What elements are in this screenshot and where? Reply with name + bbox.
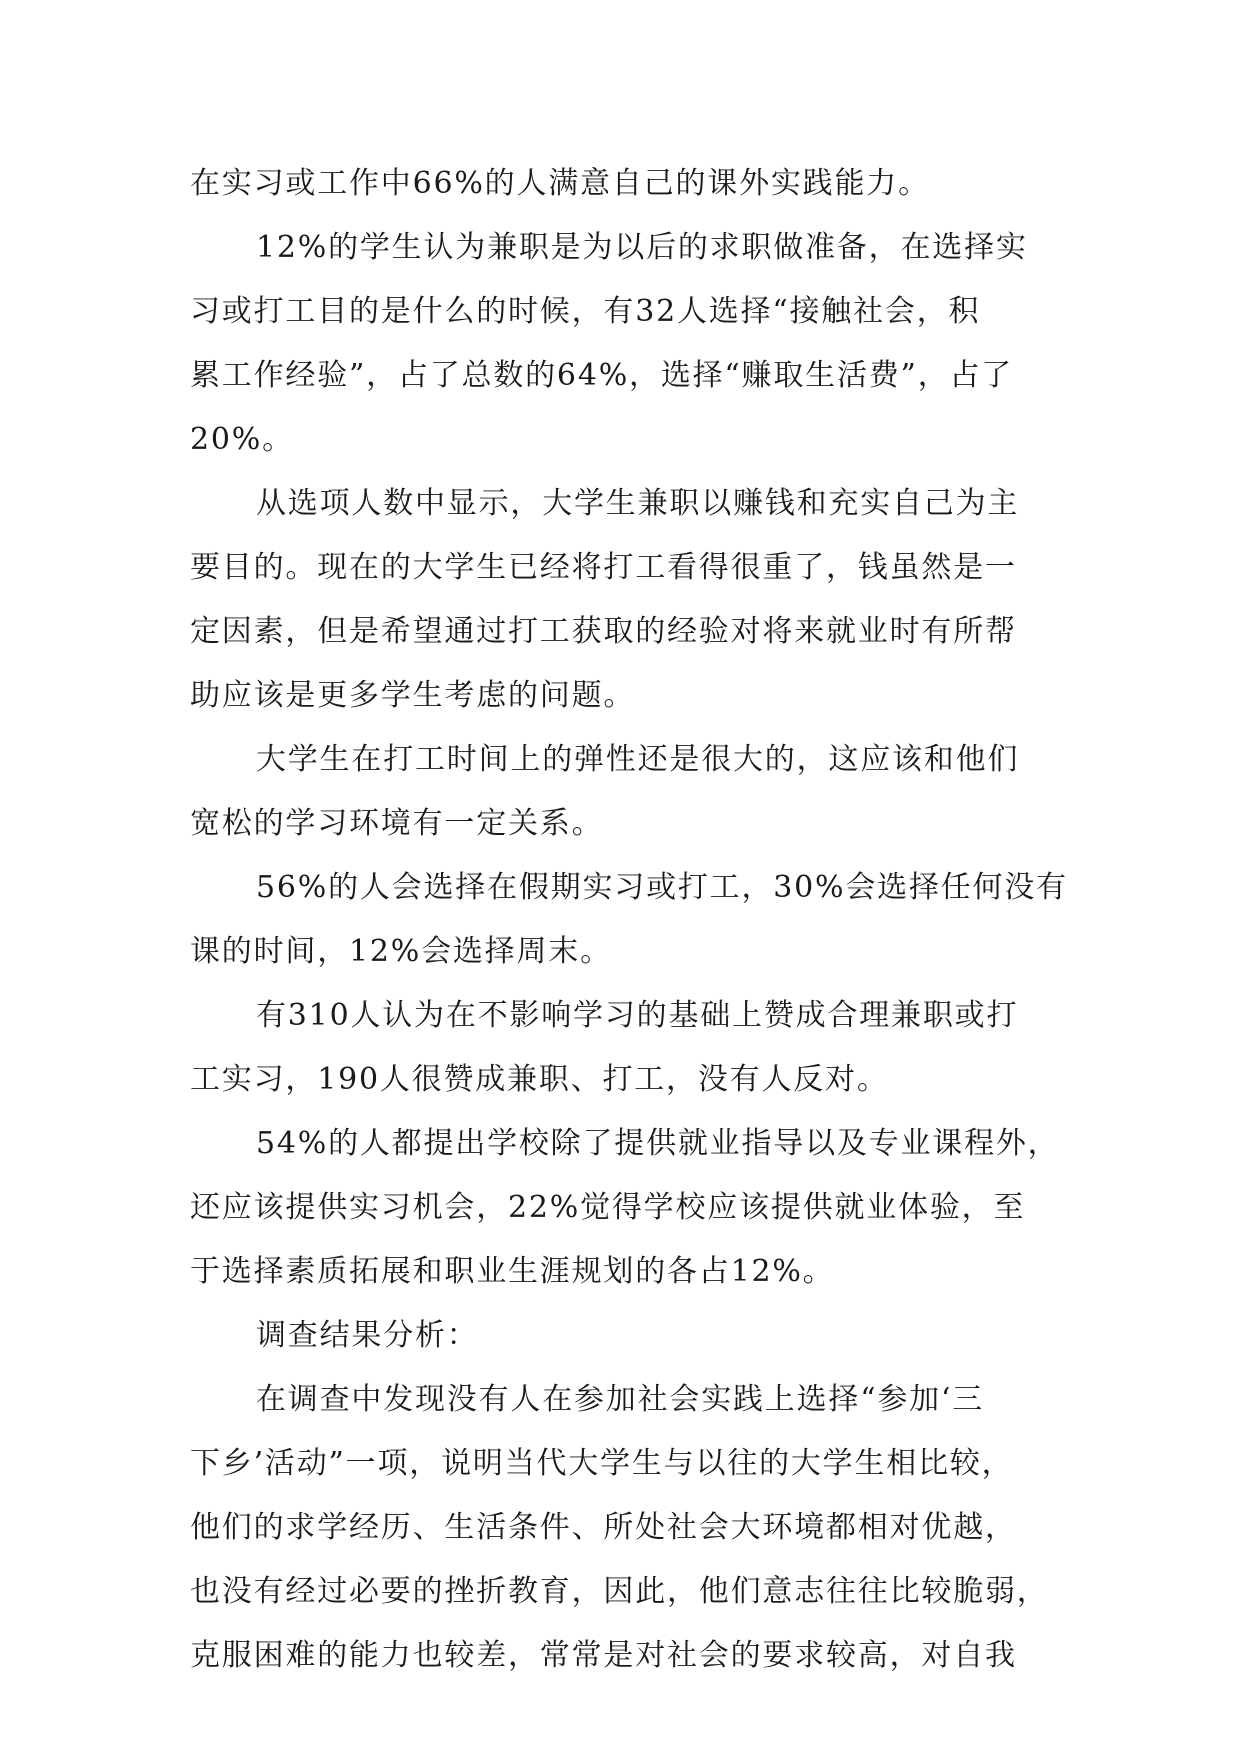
text-line: 助应该是更多学生考虑的问题。 [190, 678, 636, 713]
body-text [190, 152, 1068, 1688]
text-line: 工实习，190人很赞成兼职、打工，没有人反对。 [190, 1062, 889, 1097]
text-line: 他们的求学经历、生活条件、所处社会大环境都相对优越， [190, 1510, 1017, 1545]
text-line: 下乡’活动”一项，说明当代大学生与以往的大学生相比较， [190, 1446, 1014, 1481]
paragraph-first-line: 54%的人都提出学校除了提供就业指导以及专业课程外， [256, 1126, 1060, 1161]
text-line: 20%。 [190, 422, 294, 457]
text-line: 在实习或工作中66%的人满意自己的课外实践能力。 [190, 166, 930, 201]
text-line: 克服困难的能力也较差，常常是对社会的要求较高，对自我 [190, 1638, 1017, 1673]
text-line: 还应该提供实习机会，22%觉得学校应该提供就业体验，至 [190, 1190, 1026, 1225]
text-line: 习或打工目的是什么的时候，有32人选择“接触社会，积 [190, 294, 981, 329]
paragraph-first-line: 12%的学生认为兼职是为以后的求职做准备，在选择实 [256, 230, 1028, 265]
text-line: 也没有经过必要的挫折教育，因此，他们意志往往比较脆弱， [190, 1574, 1049, 1609]
paragraph-first-line: 有310人认为在不影响学习的基础上赞成合理兼职或打 [256, 998, 1019, 1033]
text-line: 要目的。现在的大学生已经将打工看得很重了，钱虽然是一 [190, 550, 1017, 585]
text-line: 课的时间，12%会选择周末。 [190, 934, 612, 969]
text-line: 于选择素质拓展和职业生涯规划的各占12%。 [190, 1254, 835, 1289]
paragraph-first-line: 在调查中发现没有人在参加社会实践上选择“参加‘三 [256, 1382, 985, 1417]
section-heading: 调查结果分析： [256, 1318, 479, 1353]
paragraph-first-line: 大学生在打工时间上的弹性还是很大的，这应该和他们 [256, 742, 1020, 777]
paragraph-first-line: 从选项人数中显示，大学生兼职以赚钱和充实自己为主 [256, 486, 1020, 521]
text-line: 定因素，但是希望通过打工获取的经验对将来就业时有所帮 [190, 614, 1017, 649]
text-line: 累工作经验”，占了总数的64%，选择“赚取生活费”，占了 [190, 358, 1014, 393]
text-line: 宽松的学习环境有一定关系。 [190, 806, 604, 841]
paragraph-first-line: 56%的人会选择在假期实习或打工，30%会选择任何没有 [256, 870, 1068, 905]
